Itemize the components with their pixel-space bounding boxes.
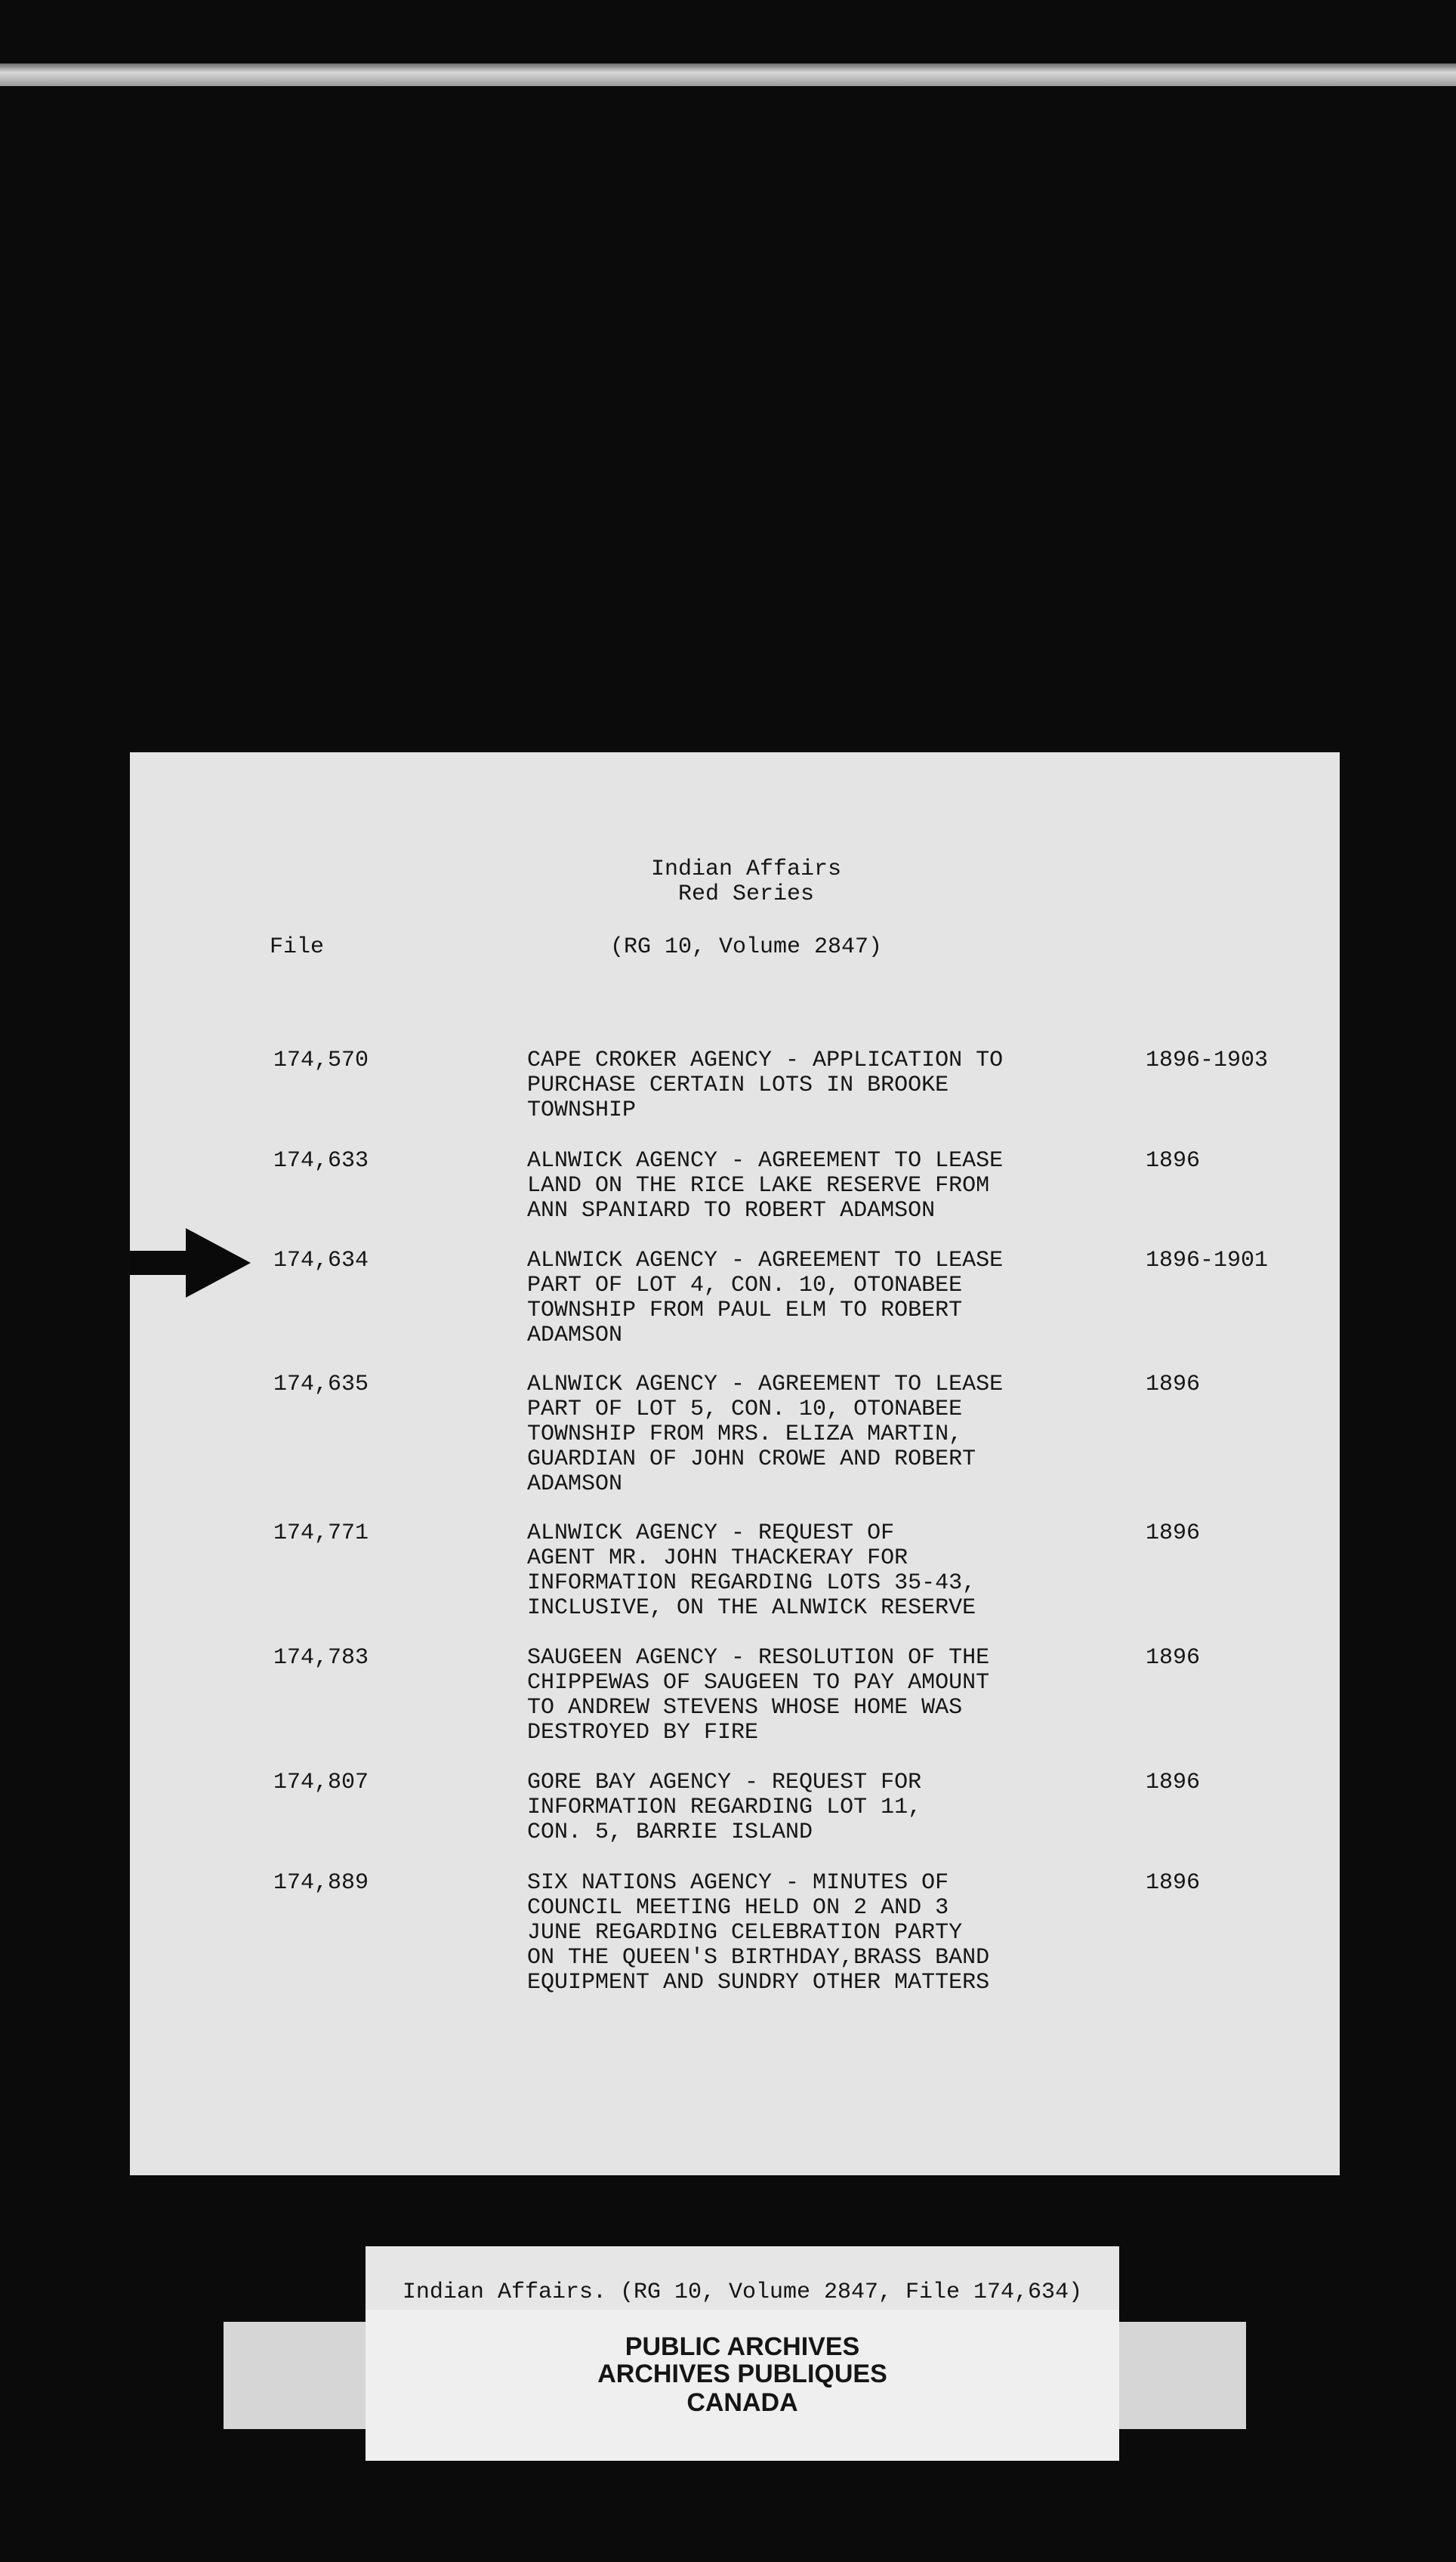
stamp-line-archives-publiques: ARCHIVES PUBLIQUES [597,2360,887,2388]
file-description-line: ALNWICK AGENCY - AGREEMENT TO LEASE [527,1372,1004,1397]
file-column-label: File [270,934,325,960]
file-dates: 1896 [1146,1870,1201,1896]
file-number: 174,889 [273,1870,369,1896]
file-description-line: SIX NATIONS AGENCY - MINUTES OF [527,1870,949,1896]
file-description-line: TOWNSHIP [527,1097,637,1123]
file-number: 174,570 [273,1048,369,1073]
file-description-line: INCLUSIVE, ON THE ALNWICK RESERVE [527,1595,976,1621]
file-description-line: ALNWICK AGENCY - AGREEMENT TO LEASE [527,1248,1004,1273]
file-dates: 1896 [1146,1520,1201,1546]
file-dates: 1896 [1146,1372,1201,1397]
file-description-line: TOWNSHIP FROM PAUL ELM TO ROBERT [527,1298,963,1323]
file-number: 174,783 [273,1645,369,1671]
file-description-line: ON THE QUEEN'S BIRTHDAY,BRASS BAND [527,1945,990,1971]
file-dates: 1896 [1146,1148,1201,1174]
stamp-line-canada: CANADA [686,2388,798,2417]
file-number: 174,771 [273,1520,369,1546]
file-dates: 1896 [1146,1645,1201,1671]
file-description-line: PART OF LOT 4, CON. 10, OTONABEE [527,1273,963,1298]
film-label-text: Indian Affairs. (RG 10, Volume 2847, File 174,634) [402,2280,1083,2305]
file-description-line: GORE BAY AGENCY - REQUEST FOR [527,1770,922,1795]
file-description-line: CHIPPEWAS OF SAUGEEN TO PAY AMOUNT [527,1670,990,1696]
series-subtitle: Red Series [677,881,815,907]
file-description-line: SAUGEEN AGENCY - RESOLUTION OF THE [527,1645,990,1671]
file-dates: 1896 [1146,1770,1201,1795]
series-title: Indian Affairs [650,857,842,882]
file-description-line: ADAMSON [527,1471,623,1497]
file-description-line: INFORMATION REGARDING LOTS 35-43, [527,1570,976,1596]
file-description-line: DESTROYED BY FIRE [527,1720,759,1746]
file-description-line: INFORMATION REGARDING LOT 11, [527,1795,922,1820]
file-description-line: ADAMSON [527,1323,623,1348]
file-dates: 1896-1903 [1146,1048,1269,1073]
file-number: 174,635 [273,1372,369,1397]
file-description-line: EQUIPMENT AND SUNDRY OTHER MATTERS [527,1970,990,1996]
stamp-line-public-archives: PUBLIC ARCHIVES [625,2332,860,2361]
file-description-line: TOWNSHIP FROM MRS. ELIZA MARTIN, [527,1421,963,1447]
file-description-line: CON. 5, BARRIE ISLAND [527,1820,813,1845]
file-description-line: COUNCIL MEETING HELD ON 2 AND 3 [527,1895,949,1921]
arrow-right-icon [130,1228,251,1298]
volume-reference: (RG 10, Volume 2847) [609,934,883,960]
file-description-line: GUARDIAN OF JOHN CROWE AND ROBERT [527,1446,976,1472]
file-number: 174,807 [273,1770,369,1795]
file-number: 174,633 [273,1148,369,1174]
file-description-line: ALNWICK AGENCY - AGREEMENT TO LEASE [527,1148,1004,1174]
file-description-line: ANN SPANIARD TO ROBERT ADAMSON [527,1198,936,1224]
file-number: 174,634 [273,1248,369,1273]
file-description-line: LAND ON THE RICE LAKE RESERVE FROM [527,1173,990,1199]
file-description-line: TO ANDREW STEVENS WHOSE HOME WAS [527,1695,963,1721]
file-description-line: PART OF LOT 5, CON. 10, OTONABEE [527,1397,963,1422]
film-edge-strip [0,63,1456,86]
file-dates: 1896-1901 [1146,1248,1269,1273]
file-description-line: CAPE CROKER AGENCY - APPLICATION TO [527,1048,1004,1073]
file-description-line: ALNWICK AGENCY - REQUEST OF [527,1520,895,1546]
file-description-line: JUNE REGARDING CELEBRATION PARTY [527,1920,963,1946]
file-description-line: AGENT MR. JOHN THACKERAY FOR [527,1545,908,1571]
file-description-line: PURCHASE CERTAIN LOTS IN BROOKE [527,1073,949,1098]
